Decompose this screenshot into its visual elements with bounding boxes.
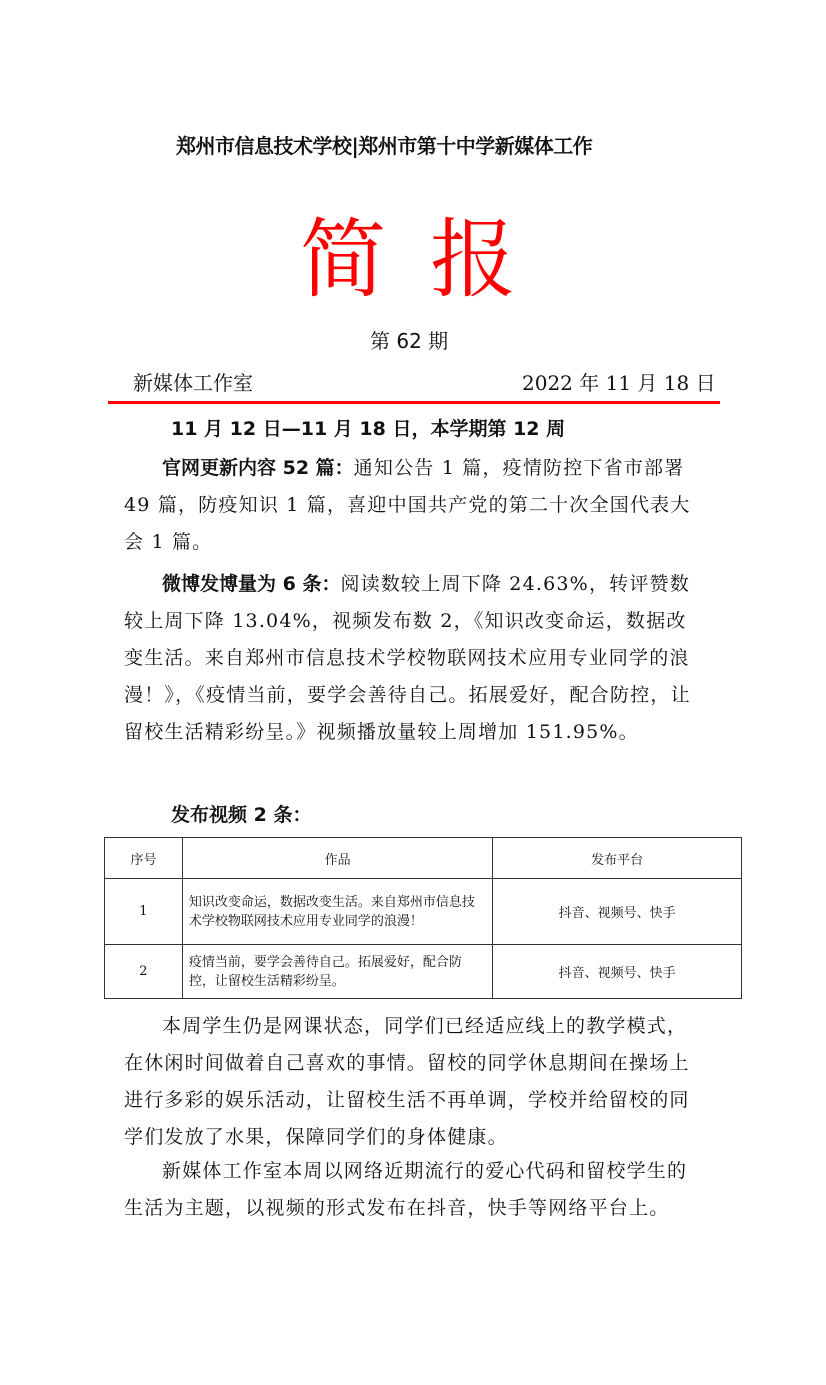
weibo-paragraph <box>124 566 701 751</box>
row-platform: 抖音、视频号、快手 <box>493 879 742 945</box>
table-header-row <box>105 838 742 879</box>
row-work: 知识改变命运，数据改变生活。来自郑州市信息技术学校物联网技术应用专业同学的浪漫！ <box>182 879 492 945</box>
studio-theme-paragraph: 新媒体工作室本周以网络近期流行的爱心代码和留校学生的生活为主题，以视频的形式发布在抖音，快手等网络平台上。 <box>124 1160 688 1219</box>
column-header-platform: 发布平台 <box>493 838 742 879</box>
website-text: 通知公告 1 篇，疫情防控下省市部署 49 篇，防疫知识 1 篇，喜迎中国共产党的第二十次全国代表大会 1 篇。 <box>124 457 691 553</box>
table-row <box>105 879 742 945</box>
row-index: 2 <box>105 945 183 999</box>
website-paragraph <box>124 450 701 561</box>
week-line: 11 月 12 日—11 月 18 日，本学期第 12 周 <box>171 418 566 440</box>
video-section-label: 发布视频 2 条： <box>171 804 312 826</box>
red-divider <box>108 401 720 404</box>
weibo-text: 阅读数较上周下降 24.63%，转评赞数较上周下降 13.04%，视频发布数 2，《知识改变命运，数据改变生活。来自郑州市信息技术学校物联网技术应用专业同学的浪漫！》，《疫情当前，要学会善待自己。拓展爱好，配合防控，让留校生活精彩纷呈。》视频播放量较上周增加 151.95%。 <box>124 573 691 743</box>
table-row <box>105 945 742 999</box>
video-table <box>104 837 742 999</box>
bulletin-title: 简报 <box>300 210 560 310</box>
website-lead: 官网更新内容 52 篇： <box>162 457 354 479</box>
issue-date: 2022 年 11 月 18 日 <box>522 371 716 395</box>
row-index: 1 <box>105 879 183 945</box>
issue-number: 第 62 期 <box>370 329 449 353</box>
weibo-lead: 微博发博量为 6 条： <box>162 573 341 595</box>
student-status-paragraph: 本周学生仍是网课状态，同学们已经适应线上的教学模式，在休闲时间做着自己喜欢的事情。留校的同学休息期间在操场上进行多彩的娱乐活动，让留校生活不再单调，学校并给留校的同学们发放了水果，保障同学们的身体健康。 <box>124 1015 690 1148</box>
row-work: 疫情当前，要学会善待自己。拓展爱好，配合防控，让留校生活精彩纷呈。 <box>182 945 492 999</box>
department-name: 新媒体工作室 <box>133 371 253 395</box>
column-header-index: 序号 <box>105 838 183 879</box>
column-header-work: 作品 <box>182 838 492 879</box>
row-platform: 抖音、视频号、快手 <box>493 945 742 999</box>
org-header-line: 郑州市信息技术学校|郑州市第十中学新媒体工作 <box>176 134 593 158</box>
